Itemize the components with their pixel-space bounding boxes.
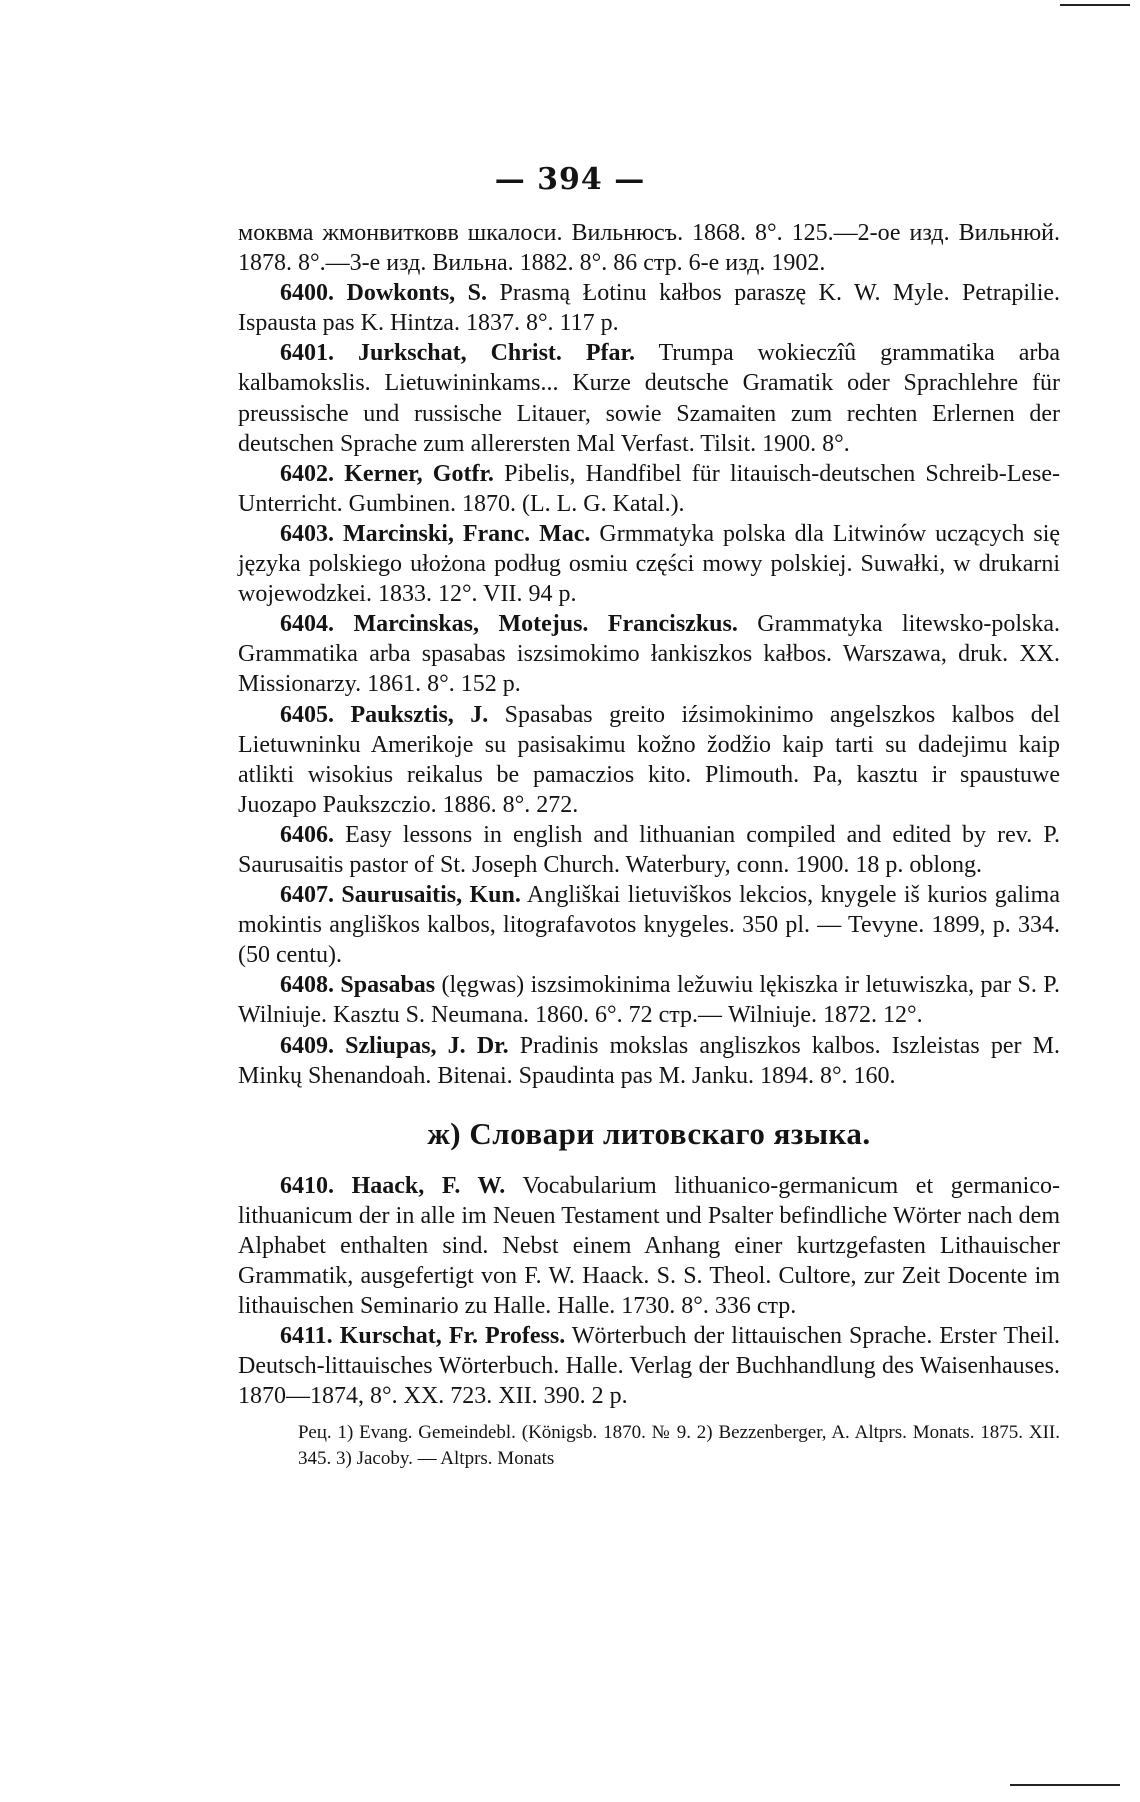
bibliography-entry bbox=[238, 278, 1060, 338]
entry-text: Pradinis mokslas angliszkos kalbos. Iszleistas per M. Minkų Shenandoah. Bitenai. Spaudinta pas M. Janku. 1894. 8°. 160. bbox=[238, 1032, 1060, 1089]
lead-continuation: моквма жмонвитковв шкалоси. Вильнюсъ. 1868. 8°. 125.—2-ое изд. Вильнюй. 1878. 8°.—3-е изд. Вильна. 1882. 8°. 86 стр. 6-е изд. 1902. bbox=[238, 220, 1060, 277]
entry-number: 6402. bbox=[280, 460, 334, 487]
bibliography-entry bbox=[238, 700, 1060, 820]
entry-text: Easy lessons in english and lithuanian compiled and edited by rev. P. Saurusaitis pastor of St. Joseph Church. Waterbury, conn. 1900. 18 p. oblong. bbox=[238, 821, 1061, 878]
entry-number: 6407. bbox=[280, 882, 334, 909]
entry-author: Dowkonts, S. bbox=[346, 280, 487, 307]
entry-author: Kerner, Gotfr. bbox=[344, 460, 494, 487]
entry-author: Pauksztis, J. bbox=[350, 701, 489, 728]
entry-text: Wörterbuch der littauischen Sprache. Erster Theil. Deutsch-littauisches Wörterbuch. Halle. Verlag der Buchhandlung des Waisenhauses. 1870—1874, 8°. XX. 723. XII. 390. 2 p. bbox=[238, 1323, 1060, 1410]
bibliography-entry bbox=[238, 880, 1060, 970]
entry-text: Vocabularium lithuanico-germanicum et germanico-lithuanicum der in alle im Neuen Testament und Psalter befindliche Wörter nach dem Alphabet enthalten sind. Nebst einem Anhang einer kurtzgefasten Lithauischer Grammatik, ausgefertigt von F. W. Haack. S. S. Theol. Cultore, zur Zeit Docente im lithauischen Seminario zu Halle. Halle. 1730. 8°. 336 стр. bbox=[238, 1172, 1060, 1320]
entry-text: Pibelis, Handfibel für litauisch-deutschen Schreib-Lese-Unterricht. Gumbinen. 1870. (L. L. G. Katal.). bbox=[238, 460, 1061, 517]
entry-number: 6405. bbox=[280, 701, 334, 728]
entry-text: Spasabas greito iźsimokinimo angelszkos kalbos del Lietuwninku Amerikoje su pasisakimu kožno žodžio kaip tarti su dadejimu kaip atlikti wisokius reikalus be pamaczios kito. Plimouth. Pa, kasztu ir spaustuwe Juozapo Paukszczio. 1886. 8°. 272. bbox=[238, 701, 1061, 818]
entry-number: 6401. bbox=[280, 340, 334, 367]
entry-text: Grmmatyka polska dla Litwinów uczących się języka polskiego ułożona podług osmiu części mowy polskiej. Suwałki, w drukarni wojewodzkei. 1833. 12°. VII. 94 p. bbox=[238, 520, 1061, 608]
entry-number: 6400. bbox=[280, 280, 334, 307]
bibliography-entry bbox=[238, 338, 1060, 458]
entry-author: Szliupas, J. Dr. bbox=[345, 1032, 509, 1059]
bibliography-entry bbox=[238, 609, 1060, 699]
entries-list-grammars bbox=[238, 278, 1060, 1091]
entry-author: Marcinski, Franc. Mac. bbox=[342, 520, 591, 547]
entry-author: Haack, F. W. bbox=[351, 1172, 506, 1199]
entries-list-dictionaries bbox=[238, 1171, 1060, 1412]
entry-text: Trumpa wokieczîû grammatika arba kalbamokslis. Lietuwininkams... Kurze deutsche Gramatik oder Sprachlehre für preussische und russische Litauer, sowie Szamaiten zum rechten Erlernen der deutschen Sprache zum allerersten Mal Verfast. Tilsit. 1900. 8°. bbox=[238, 340, 1060, 457]
entry-number: 6410. bbox=[280, 1172, 334, 1199]
bibliography-entry bbox=[238, 820, 1060, 880]
entry-number: 6408. bbox=[280, 972, 334, 999]
page-number: — 394 — bbox=[494, 162, 646, 197]
entry-author: Kurschat, Fr. Profess. bbox=[339, 1323, 566, 1350]
entry-text: (lęgwas) iszsimokinima ležuwiu lękiszka ir letuwiszka, par S. P. Wilniuje. Kasztu S. Neumana. 1860. 6°. 72 стр.— Wilniuje. 1872. 12°. bbox=[238, 972, 1060, 1029]
entry-author: Saurusaitis, Kun. bbox=[341, 882, 521, 909]
bibliography-entry bbox=[238, 1321, 1060, 1411]
entry-author: Marcinskas, Motejus. Franciszkus. bbox=[353, 611, 738, 638]
entry-text: Grammatyka litewsko-polska. Grammatika arba spasabas iszsimokimo łankiszkos kałbos. Warszawa, druk. XX. Missionarzy. 1861. 8°. 152 p. bbox=[238, 611, 1060, 698]
corner-mark-top-right bbox=[1060, 4, 1130, 6]
entry-number: 6409. bbox=[280, 1032, 334, 1059]
footnote: Рец. 1) Evang. Gemeindebl. (Königsb. 1870. № 9. 2) Bezzenberger, A. Altprs. Monats. 1875. XII. 345. 3) Jacoby. — Altprs. Monats bbox=[298, 1421, 1060, 1469]
section-heading: ж) Словари литовскаго языка. bbox=[427, 1115, 871, 1151]
bibliography-entry bbox=[238, 459, 1060, 519]
bibliography-entry bbox=[238, 970, 1060, 1030]
text-column bbox=[238, 218, 1060, 1472]
corner-mark-bottom-right bbox=[1010, 1784, 1120, 1786]
entry-number: 6403. bbox=[280, 520, 334, 547]
entry-number: 6404. bbox=[280, 611, 334, 638]
entry-author: Jurkschat, Christ. Pfar. bbox=[357, 340, 635, 367]
entry-text: Prasmą Łotinu kałbos paraszę K. W. Myle. Petrapilie. Ispausta pas K. Hintza. 1837. 8°. 117 p. bbox=[238, 280, 1061, 337]
entry-number: 6406. bbox=[280, 821, 334, 848]
entry-number: 6411. bbox=[280, 1323, 333, 1350]
entry-text: Angliškai lietuviškos lekcios, knygele iš kurios galima mokintis angliškos kalbos, litografavotos knygeles. 350 pl. — Tevyne. 1899, p. 334. (50 centu). bbox=[238, 882, 1061, 969]
bibliography-entry bbox=[238, 519, 1060, 609]
bibliography-entry bbox=[238, 1031, 1060, 1091]
bibliography-entry bbox=[238, 1171, 1060, 1321]
entry-author: Spasabas bbox=[340, 972, 436, 999]
